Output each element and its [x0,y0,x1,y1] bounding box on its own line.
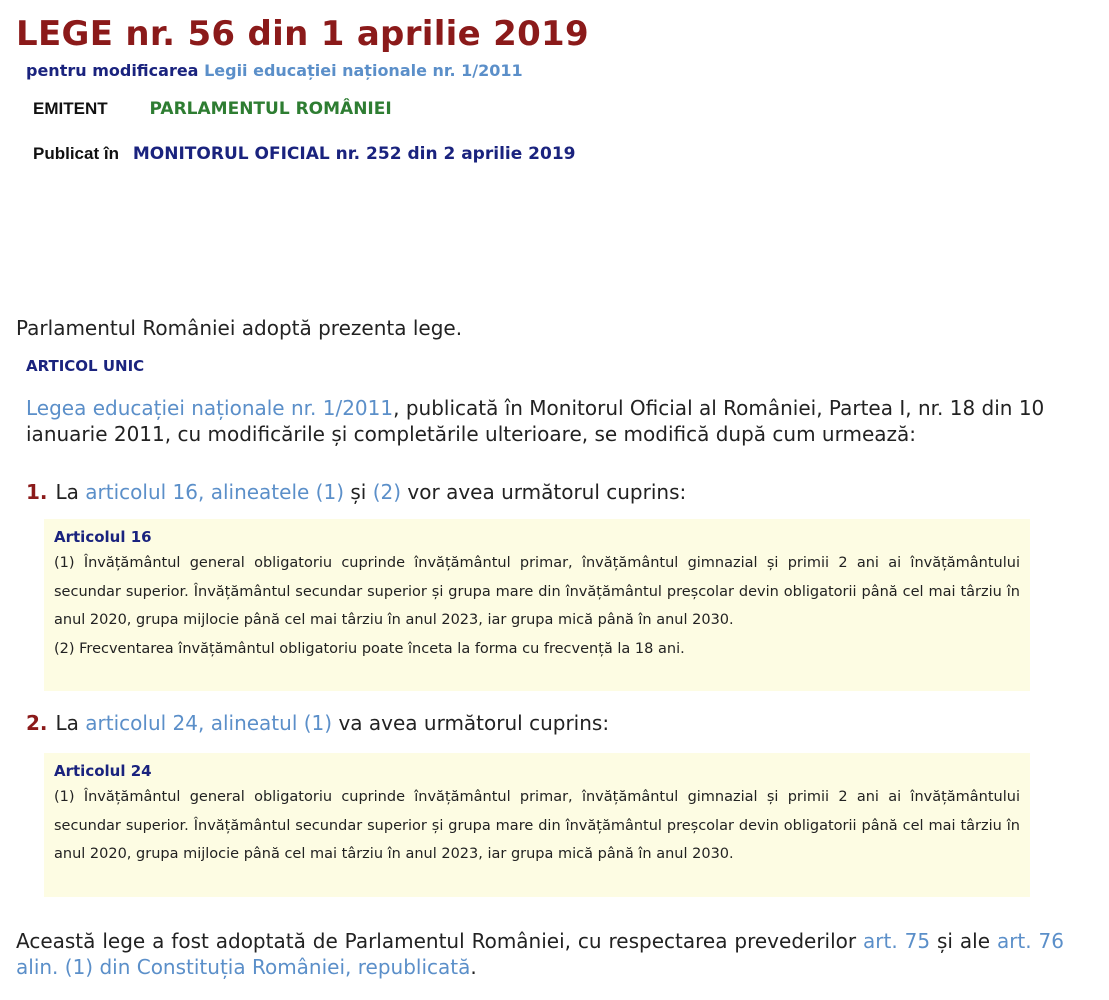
subtitle-law-link[interactable]: Legii educației naționale nr. 1/2011 [204,61,523,80]
point-1-paragraph-link[interactable]: (2) [372,480,402,504]
point-prefix: La [55,480,79,504]
article-16-box [44,519,1030,691]
art-76-constitution-link[interactable]: art. 76 alin. (1) din Constituția României, republicată [16,929,1065,979]
closing-paragraph [16,928,1064,980]
subtitle-prefix: pentru modificarea [26,61,199,80]
point-suffix: vor avea următorul cuprins: [407,480,687,504]
point-prefix: La [55,711,79,735]
intro-paragraph [26,395,1056,447]
article-24-box [44,753,1030,897]
amendment-point-1 [26,480,686,504]
emitent-row [33,99,392,119]
closing-period: . [470,955,477,979]
closing-text: și ale [937,929,991,953]
adoption-statement: Parlamentul României adoptă prezenta lege. [16,316,463,340]
articol-unic-heading: ARTICOL UNIC [26,357,145,375]
law-title: LEGE nr. 56 din 1 aprilie 2019 [16,14,589,54]
closing-text: Această lege a fost adoptată de Parlamentul României, cu respectarea prevederilor [16,929,857,953]
amendment-point-2 [26,711,609,735]
emitent-label: EMITENT [33,99,108,118]
point-1-article-link[interactable]: articolul 16, alineatele (1) [85,480,345,504]
art-75-link[interactable]: art. 75 [863,929,931,953]
point-mid: și [350,480,367,504]
box-title: Articolul 16 [54,528,152,546]
box-paragraph: (2) Frecventarea învățământul obligatoriu poate înceta la forma cu frecvență la 18 ani. [54,640,685,657]
box-paragraph: (1) Învățământul general obligatoriu cuprinde învățământul primar, învățământul gimnazial și primii 2 ani ai învățământului secundar superior. Învățământul secundar superior și grupa mare din învățământul preșcolar devin obligatorii până cel mai târziu în anul 2020, grupa mijlocie până cel mai târziu în anul 2023, iar grupa mică până în anul 2030. [54,789,1020,862]
law-subtitle [26,61,523,80]
box-paragraph: (1) Învățământul general obligatoriu cuprinde învățământul primar, învățământul gimnazial și primii 2 ani ai învățământului secundar superior. Învățământul secundar superior și grupa mare din învățământul preșcolar devin obligatorii până cel mai târziu în anul 2020, grupa mijlocie până cel mai târziu în anul 2023, iar grupa mică până în anul 2030. [54,555,1020,628]
box-title: Articolul 24 [54,762,152,780]
point-number: 1. [26,480,48,504]
intro-text: , publicată în Monitorul Oficial al României, Partea I, nr. 18 din 10 ianuarie 2011, cu modificările și completările ulterioare, se modifică după cum urmează: [26,396,1045,446]
emitent-value: PARLAMENTUL ROMÂNIEI [149,99,392,119]
intro-law-link[interactable]: Legea educației naționale nr. 1/2011 [26,396,394,420]
publicat-value: MONITORUL OFICIAL nr. 252 din 2 aprilie 2019 [132,144,576,164]
point-suffix: va avea următorul cuprins: [338,711,610,735]
publicat-row [33,144,575,164]
point-2-article-link[interactable]: articolul 24, alineatul (1) [85,711,333,735]
publicat-label: Publicat în [33,144,119,163]
point-number: 2. [26,711,48,735]
